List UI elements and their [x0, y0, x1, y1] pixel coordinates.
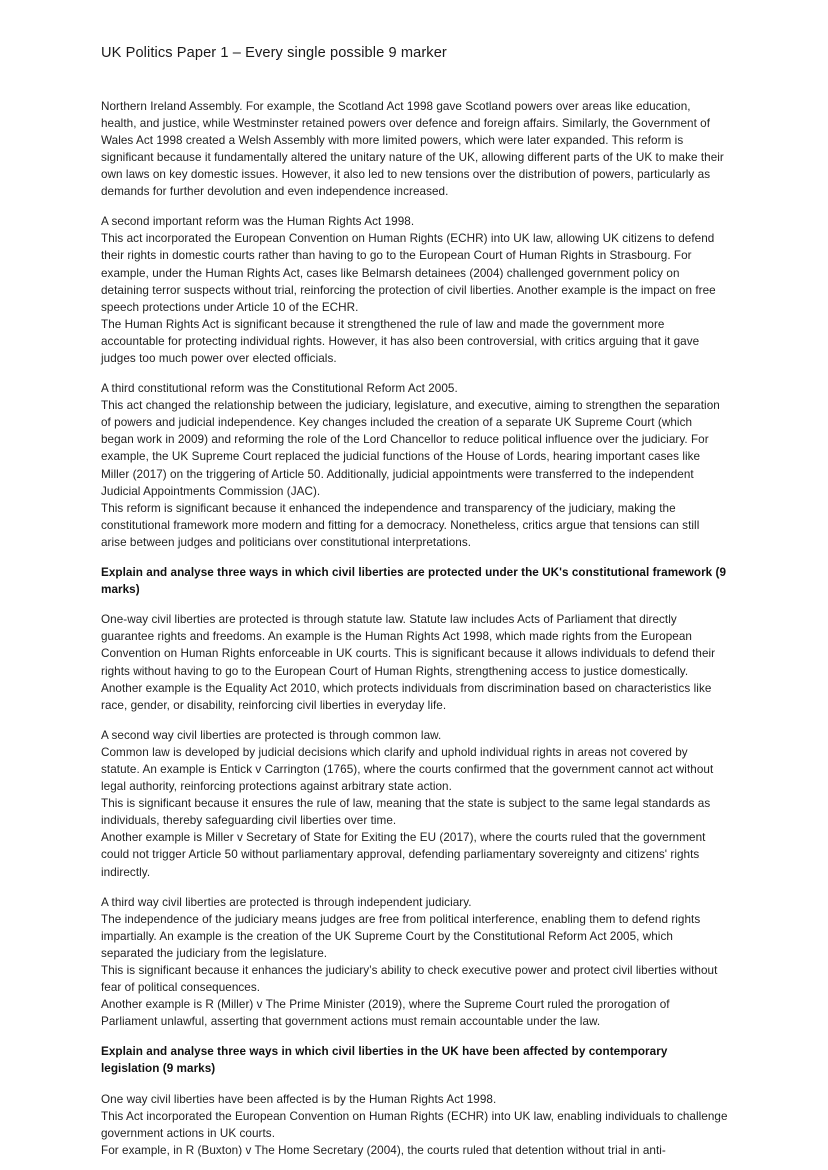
- paragraph-hra-effect: [101, 1091, 728, 1159]
- paragraph-constitutional-reform-act: [101, 380, 728, 551]
- paragraph-text: A second way civil liberties are protected is through common law. Common law is developed by judicial decisions which clarify and uphold individual rights in areas not covered by statute. An example is Entick v Carrington (1765), where the courts confirmed that the government cannot act without legal authority, reinforcing protections against arbitrary state action. This is significant because it ensures the rule of law, meaning that the state is subject to the same legal standards as individuals, thereby safeguarding civil liberties over time. Another example is Miller v Secretary of State for Exiting the EU (2017), where the courts ruled that the government could not trigger Article 50 without parliamentary approval, defending parliamentary sovereignty and citizens' rights indirectly.: [101, 728, 714, 879]
- paragraph-text: A second important reform was the Human Rights Act 1998. This act incorporated the European Convention on Human Rights (ECHR) into UK law, allowing UK citizens to defend their rights in domestic courts rather than having to go to the European Court of Human Rights in Strasbourg. For example, under the Human Rights Act, cases like Belmarsh detainees (2004) challenged government policy on detaining terror suspects without trial, reinforcing the protection of civil liberties. Another example is the impact on free speech protections under Article 10 of the ECHR. The Human Rights Act is significant because it strengthened the rule of law and made the government more accountable for protecting individual rights. However, it has also been controversial, with critics arguing that it gave judges too much power over elected officials.: [101, 215, 716, 365]
- paragraph-text: One way civil liberties have been affected is by the Human Rights Act 1998. This Act incorporated the European Convention on Human Rights (ECHR) into UK law, enabling individuals to challenge government actions in UK courts. For example, in R (Buxton) v The Home Secretary (2004), the courts ruled that detention without trial in anti-: [101, 1092, 728, 1157]
- heading-text: Explain and analyse three ways in which civil liberties are protected under the UK's constitutional framework (9 marks): [101, 566, 727, 597]
- paragraph-text: One-way civil liberties are protected is through statute law. Statute law includes Acts of Parliament that directly guarantee rights and freedoms. An example is the Human Rights Act 1998, which made rights from the European Convention on Human Rights enforceable in UK courts. This is significant because it allows individuals to defend their rights without having to go to the European Court of Human Rights, strengthening access to justice domestically. Another example is the Equality Act 2010, which protects individuals from discrimination based on characteristics like race, gender, or disability, reinforcing civil liberties in everyday life.: [101, 613, 716, 712]
- paragraph-independent-judiciary: [101, 894, 728, 1031]
- paragraph-text: Northern Ireland Assembly. For example, the Scotland Act 1998 gave Scotland powers over areas like education, health, and justice, while Westminster retained powers over defence and foreign affairs. Similarly, the Government of Wales Act 1998 created a Welsh Assembly with more limited powers, which were later expanded. This reform is significant because it fundamentally altered the unitary nature of the UK, allowing different parts of the UK to make their own laws on key domestic issues. However, it also led to new tensions over the distribution of powers, particularly as demands for further devolution and even independence increased.: [101, 99, 724, 199]
- paragraph-devolution-reform: [101, 98, 728, 201]
- question-heading-civil-liberties-protected: [101, 564, 728, 598]
- paragraph-common-law: [101, 727, 728, 881]
- document-content: [101, 44, 728, 1159]
- question-heading-contemporary-legislation: [101, 1043, 728, 1077]
- paragraph-text: A third constitutional reform was the Constitutional Reform Act 2005. This act changed the relationship between the judiciary, legislature, and executive, aiming to strengthen the separation of powers and judicial independence. Key changes included the creation of a separate UK Supreme Court (which began work in 2009) and reforming the role of the Lord Chancellor to reduce political influence over the judiciary. For example, the UK Supreme Court replaced the judicial functions of the House of Lords, hearing important cases like Miller (2017) on the triggering of Article 50. Additionally, judicial appointments were transferred to the independent Judicial Appointments Commission (JAC). This reform is significant because it enhanced the independence and transparency of the judiciary, making the constitutional framework more modern and fitting for a democracy. Nonetheless, critics argue that tensions can still arise between judges and politicians over constitutional interpretations.: [101, 382, 720, 549]
- page-title: UK Politics Paper 1 – Every single possible 9 marker: [101, 45, 447, 61]
- paragraph-text: A third way civil liberties are protected is through independent judiciary. The independence of the judiciary means judges are free from political interference, enabling them to defend rights impartially. An example is the creation of the UK Supreme Court by the Constitutional Reform Act 2005, which separated the judiciary from the legislature. This is significant because it enhances the judiciary’s ability to check executive power and protect civil liberties without fear of political consequences. Another example is R (Miller) v The Prime Minister (2019), where the Supreme Court ruled the prorogation of Parliament unlawful, asserting that government actions must remain accountable under the law.: [101, 895, 718, 1029]
- heading-text: Explain and analyse three ways in which civil liberties in the UK have been affected by contemporary legislation (9 marks): [101, 1045, 668, 1076]
- document-body: [101, 98, 728, 1159]
- paragraph-statute-law: [101, 611, 728, 714]
- paragraph-human-rights-act: [101, 213, 728, 367]
